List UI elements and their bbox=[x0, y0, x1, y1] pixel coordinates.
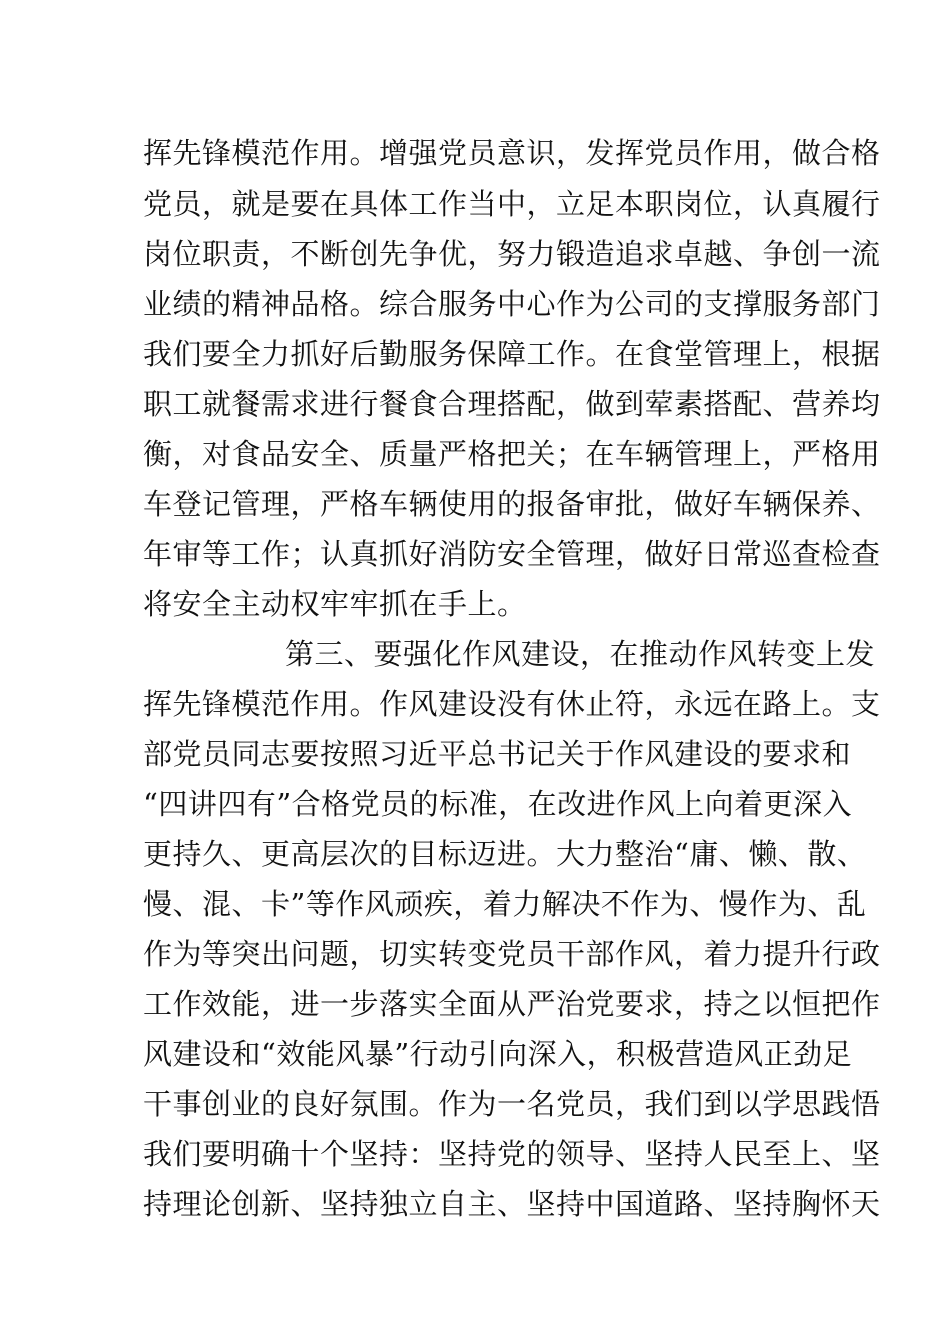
text-line-4: 业绩的精神品格。综合服务中心作为公司的支撑服务部门 bbox=[143, 287, 881, 321]
text-line-1: 挥先锋模范作用。增强党员意识，发挥党员作用，做合格 bbox=[143, 136, 881, 170]
text-line-12: 挥先锋模范作用。作风建设没有休止符，永远在路上。支 bbox=[143, 687, 881, 721]
text-line-8: 车登记管理，严格车辆使用的报备审批，做好车辆保养、 bbox=[143, 487, 881, 521]
text-line-7: 衡，对食品安全、质量严格把关；在车辆管理上，严格用 bbox=[143, 437, 881, 471]
text-line-14: “四讲四有”合格党员的标准，在改进作风上向着更深入 bbox=[143, 787, 853, 821]
text-line-16: 慢、混、卡”等作风顽疾，着力解决不作为、慢作为、乱 bbox=[143, 887, 867, 921]
text-line-6: 职工就餐需求进行餐食合理搭配，做到荤素搭配、营养均 bbox=[143, 387, 881, 421]
text-line-22: 持理论创新、坚持独立自主、坚持中国道路、坚持胸怀天 bbox=[143, 1187, 881, 1221]
text-line-18: 工作效能，进一步落实全面从严治党要求，持之以恒把作 bbox=[143, 987, 881, 1021]
text-line-15: 更持久、更高层次的目标迈进。大力整治“庸、懒、散、 bbox=[143, 837, 867, 871]
text-line-21: 我们要明确十个坚持：坚持党的领导、坚持人民至上、坚 bbox=[143, 1137, 881, 1171]
text-line-9: 年审等工作；认真抓好消防安全管理，做好日常巡查检查 bbox=[143, 537, 881, 571]
text-line-20: 干事创业的良好氛围。作为一名党员，我们到以学思践悟 bbox=[143, 1087, 881, 1121]
text-line-10: 将安全主动权牢牢抓在手上。 bbox=[143, 587, 527, 621]
paragraph-heading-line: 第三、要强化作风建设，在推动作风转变上发 bbox=[285, 637, 876, 671]
text-line-2: 党员，就是要在具体工作当中，立足本职岗位，认真履行 bbox=[143, 187, 881, 221]
text-line-5: 我们要全力抓好后勤服务保障工作。在食堂管理上，根据 bbox=[143, 337, 881, 371]
text-line-3: 岗位职责，不断创先争优，努力锻造追求卓越、争创一流 bbox=[143, 237, 881, 271]
text-line-13: 部党员同志要按照习近平总书记关于作风建设的要求和 bbox=[143, 737, 852, 771]
text-line-19: 风建设和“效能风暴”行动引向深入，积极营造风正劲足 bbox=[143, 1037, 853, 1071]
text-line-17: 作为等突出问题，切实转变党员干部作风，着力提升行政 bbox=[143, 937, 881, 971]
